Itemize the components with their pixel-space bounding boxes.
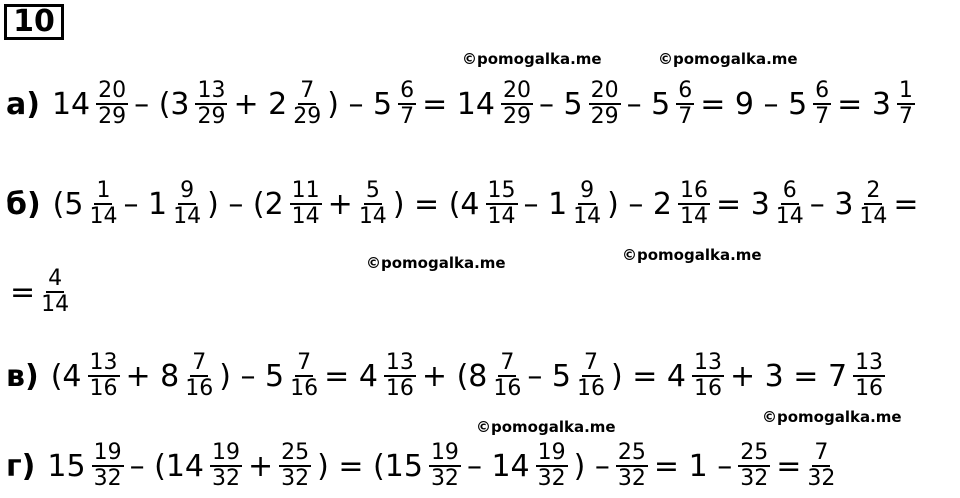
numerator: 6 [815,78,830,103]
numerator: 13 [89,350,118,375]
numerator: 6 [678,78,693,103]
fraction [897,79,915,129]
numerator: 6 [400,78,415,103]
numerator: 15 [487,178,516,203]
fraction [692,351,724,401]
expression-text: ) = 4 [611,358,686,394]
fraction [96,79,128,129]
expression-text: – 5 [626,86,671,122]
numerator: 20 [590,78,619,103]
numerator: 19 [430,440,459,465]
item-label: а) [6,86,40,122]
watermark: ©pomogalka.me [366,254,506,272]
equation-line-b [6,174,923,234]
fraction [92,441,124,491]
expression-text: ) – (2 [207,186,284,222]
fraction [676,79,694,129]
numerator: 4 [48,266,63,291]
numerator: 5 [365,178,380,203]
denominator: 14 [173,204,202,229]
numerator: 9 [580,178,595,203]
denominator: 7 [678,104,693,129]
fraction [536,441,568,491]
fraction [678,179,710,229]
fraction [290,351,318,401]
numerator: 11 [291,178,320,203]
fraction [813,79,831,129]
denominator: 32 [807,466,836,491]
watermark: ©pomogalka.me [476,418,616,436]
equation-line-b-continued [6,262,71,322]
fraction [290,179,322,229]
fraction [486,179,518,229]
fraction [501,79,533,129]
expression-text: = [893,186,919,222]
numerator: 19 [537,440,566,465]
expression-text: (5 [52,186,84,222]
numerator: 7 [297,350,312,375]
numerator: 13 [855,350,884,375]
fraction [173,179,201,229]
denominator: 16 [385,376,414,401]
denominator: 14 [487,204,516,229]
expression-text: ) = (15 [317,448,423,484]
equation-line-g [6,436,837,496]
denominator: 29 [293,104,322,129]
fraction [279,441,311,491]
denominator: 32 [537,466,566,491]
fraction [573,179,601,229]
fraction [859,179,887,229]
fraction [429,441,461,491]
fraction [195,79,227,129]
numerator: 7 [300,78,315,103]
numerator: 25 [740,440,769,465]
numerator: 25 [281,440,310,465]
expression-text: ) = (4 [392,186,480,222]
expression-text: + [327,186,353,222]
numerator: 16 [680,178,709,203]
expression-text: (4 [50,358,82,394]
numerator: 7 [584,350,598,375]
numerator: 13 [385,350,414,375]
expression-text: = 4 [324,358,378,394]
denominator: 32 [281,466,310,491]
fraction [384,351,416,401]
numerator: 20 [502,78,531,103]
watermark: ©pomogalka.me [622,246,762,264]
denominator: 29 [98,104,127,129]
denominator: 14 [41,292,70,317]
watermark: ©pomogalka.me [658,50,798,68]
denominator: 29 [197,104,226,129]
expression-text: = [776,448,802,484]
denominator: 14 [358,204,387,229]
expression-text: – 14 [466,448,530,484]
numerator: 19 [212,440,240,465]
fraction [776,179,804,229]
numerator: 19 [93,440,122,465]
denominator: 14 [859,204,888,229]
watermark: ©pomogalka.me [462,50,602,68]
expression-text: 14 [51,86,91,122]
denominator: 16 [577,376,605,401]
numerator: 1 [96,178,111,203]
fraction [210,441,242,491]
denominator: 32 [93,466,122,491]
exercise-number: 10 [4,4,64,40]
expression-text: + 3 = 7 [730,358,848,394]
fraction [616,441,648,491]
denominator: 29 [590,104,619,129]
numerator: 9 [180,178,195,203]
denominator: 16 [290,376,319,401]
denominator: 32 [617,466,646,491]
numerator: 1 [898,78,913,103]
denominator: 16 [89,376,118,401]
expression-text: – (14 [129,448,204,484]
expression-text: + 2 [233,86,288,122]
denominator: 14 [573,204,602,229]
numerator: 25 [617,440,646,465]
denominator: 32 [430,466,459,491]
denominator: 16 [694,376,722,401]
denominator: 14 [775,204,804,229]
expression-text: = 1 – [653,448,733,484]
fraction [88,351,120,401]
expression-text: ) – 2 [607,186,673,222]
denominator: 32 [212,466,240,491]
denominator: 16 [493,376,522,401]
fraction [185,351,213,401]
expression-text: = 14 [422,86,495,122]
fraction [293,79,321,129]
denominator: 14 [680,204,709,229]
numerator: 13 [694,350,722,375]
expression-text: – 5 [527,358,571,394]
denominator: 14 [291,204,320,229]
expression-text: = 3 [837,86,891,122]
expression-text: ) – 5 [219,358,285,394]
numerator: 6 [782,178,797,203]
equation-line-a [6,74,917,134]
denominator: 7 [898,104,913,129]
denominator: 14 [89,204,118,229]
fraction [589,79,621,129]
watermark: ©pomogalka.me [762,408,902,426]
expression-text: + 8 [125,358,180,394]
denominator: 29 [502,104,531,129]
expression-text: – 1 [523,186,568,222]
fraction [853,351,885,401]
fraction [398,79,416,129]
expression-text: – 5 [538,86,583,122]
denominator: 7 [815,104,830,129]
numerator: 7 [500,350,515,375]
fraction [41,267,69,317]
denominator: 32 [740,466,769,491]
expression-text: + (8 [421,358,488,394]
numerator: 20 [98,78,127,103]
expression-text: = 9 – 5 [700,86,808,122]
expression-text: ) – [573,448,610,484]
fraction [577,351,605,401]
expression-text: – 3 [809,186,854,222]
expression-text: 15 [47,448,86,484]
numerator: 2 [866,178,881,203]
expression-text: = 3 [716,186,770,222]
fraction [738,441,770,491]
item-label: в) [6,358,39,394]
expression-text: – (3 [134,86,190,122]
expression-text: = [10,274,36,310]
denominator: 16 [185,376,214,401]
item-label: б) [6,186,41,222]
numerator: 7 [814,440,829,465]
item-label: г) [6,448,36,484]
numerator: 13 [197,78,226,103]
numerator: 7 [192,350,207,375]
fraction [493,351,521,401]
expression-text: + [248,448,274,484]
fraction [807,441,835,491]
equation-line-v [6,346,887,406]
expression-text: – 1 [123,186,168,222]
fraction [359,179,387,229]
denominator: 7 [400,104,415,129]
denominator: 16 [855,376,884,401]
expression-text: ) – 5 [327,86,393,122]
fraction [89,179,117,229]
